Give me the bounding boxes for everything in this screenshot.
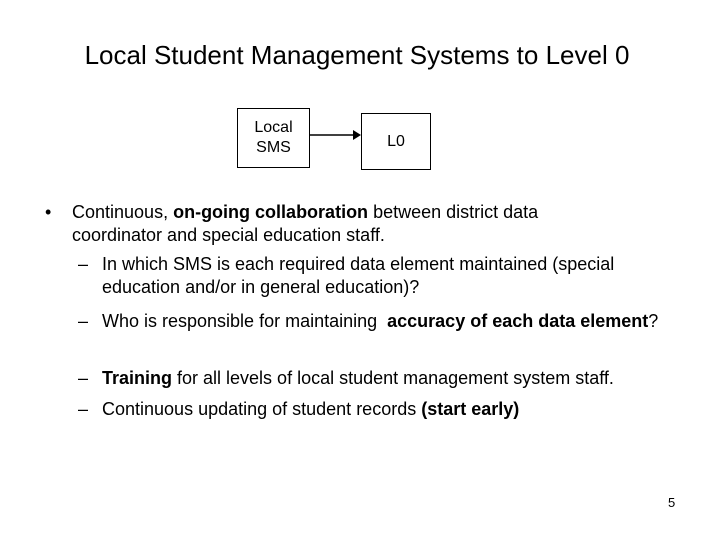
main-bullet-text <box>72 201 632 247</box>
sub-bullet-pre: Who is responsible for maintaining <box>102 311 388 331</box>
local-sms-label: Local SMS <box>254 119 293 156</box>
sub-bullet-bold: (start early) <box>421 399 520 419</box>
page-number: 5 <box>668 495 676 510</box>
sub-bullet-text <box>102 367 692 390</box>
sub-bullet-bold: accuracy of each data element <box>387 311 649 331</box>
slide-title: Local Student Management Systems to Level 0 <box>84 40 630 70</box>
sub-bullet-pre: In which SMS is each required data element maintained (special education and/or in general education)? <box>102 254 615 297</box>
sub-bullet-marker: – <box>78 368 89 388</box>
sub-bullet-post: ? <box>648 311 659 331</box>
sub-bullet-pre: Continuous updating of student records <box>102 399 422 419</box>
sub-bullet-marker: – <box>78 311 89 331</box>
level-0-label: L0 <box>387 132 405 150</box>
local-sms-box <box>237 108 310 168</box>
arrow-head <box>353 130 361 140</box>
sub-bullet-bold: Training <box>102 368 173 388</box>
sub-bullet-post: for all levels of local student management system staff. <box>172 368 614 388</box>
flow-arrow-icon <box>310 128 362 142</box>
level-0-box <box>361 113 431 170</box>
main-bullet-bold: on-going collaboration <box>173 202 369 222</box>
sub-bullet-text <box>102 253 692 299</box>
main-bullet-pre: Continuous, <box>72 202 174 222</box>
sub-bullet-text <box>102 310 692 333</box>
bullet-marker: • <box>45 202 52 222</box>
sub-bullet-marker: – <box>78 254 89 274</box>
sub-bullet-text <box>102 398 692 421</box>
main-bullet-post: between district data coordinator and special education staff. <box>72 202 539 245</box>
sub-bullet-marker: – <box>78 399 89 419</box>
